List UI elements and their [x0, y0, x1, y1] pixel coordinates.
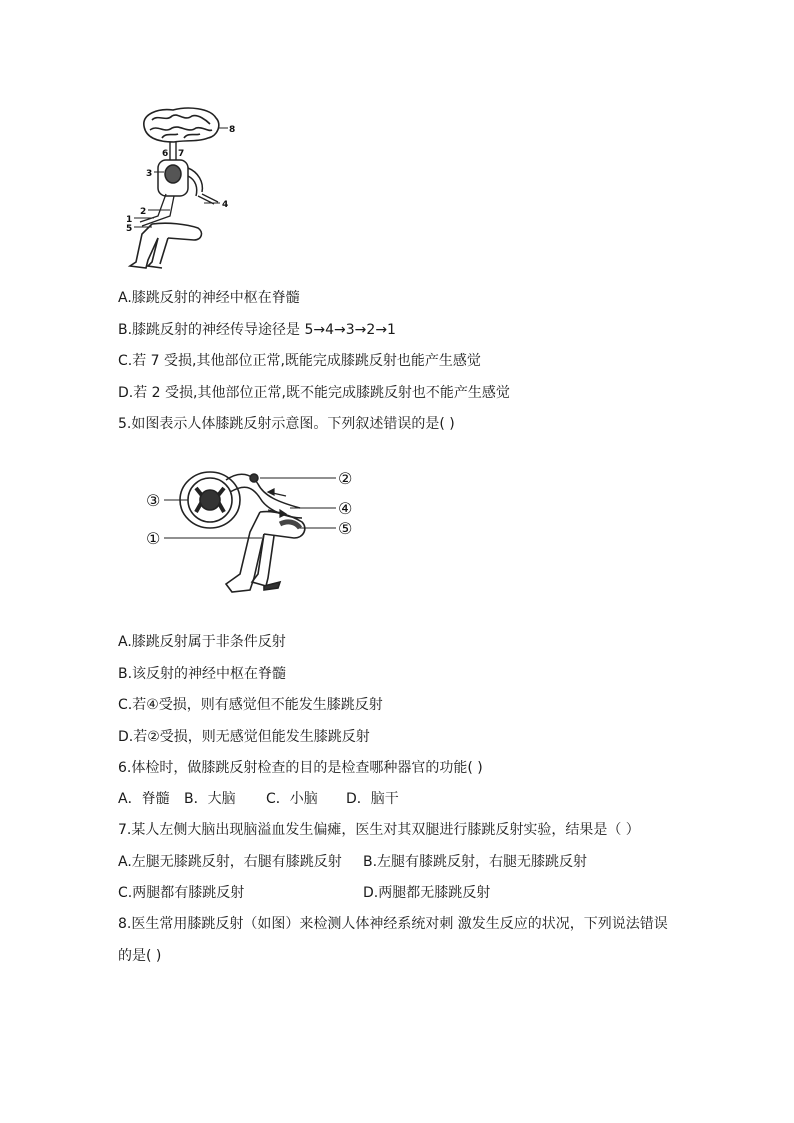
- label-5: 5: [126, 224, 133, 234]
- q6-options: [118, 789, 399, 809]
- q7-options-row1: [118, 852, 587, 872]
- q4-option-c: C.若 7 受损,其他部位正常,既能完成膝跳反射也能产生感觉: [118, 353, 481, 369]
- q8-stem-line1: 8.医生常用膝跳反射（如图）来检测人体神经系统对刺 激发生反应的状况，下列说法错误: [118, 916, 668, 932]
- leg-drawing: [226, 512, 305, 592]
- q7-options-row2: [118, 883, 490, 903]
- label-2: 2: [140, 207, 147, 217]
- label-circle-2: ②: [338, 469, 353, 488]
- label-circle-1: ①: [146, 529, 161, 548]
- figure-knee-reflex-arc: [140, 462, 380, 612]
- q6-stem: 6.体检时，做膝跳反射检查的目的是检查哪种器官的功能( ): [118, 760, 483, 776]
- figure-knee-reflex-brain: [118, 104, 248, 274]
- spinal-cord-section: [158, 160, 202, 196]
- q5-option-b: B.该反射的神经中枢在脊髓: [118, 666, 287, 682]
- q6-option-a: A．脊髓: [118, 791, 170, 807]
- label-circle-4: ④: [338, 499, 353, 518]
- q4-option-d: D.若 2 受损,其他部位正常,既不能完成膝跳反射也不能产生感觉: [118, 385, 510, 401]
- q7-option-b: B.左腿有膝跳反射，右腿无膝跳反射: [363, 854, 588, 870]
- label-1: 1: [126, 215, 133, 225]
- label-6: 6: [162, 149, 169, 159]
- label-4: 4: [222, 200, 229, 210]
- q6-option-d: D．脑干: [346, 791, 399, 807]
- seated-leg-drawing: [130, 223, 201, 268]
- spinal-tracts: [170, 142, 176, 160]
- q5-option-d: D.若②受损，则无感觉但能发生膝跳反射: [118, 729, 370, 745]
- q7-option-c: C.两腿都有膝跳反射: [118, 885, 245, 901]
- label-3: 3: [146, 169, 153, 179]
- q6-option-c: C．小脑: [266, 791, 318, 807]
- q5-option-a: A.膝跳反射属于非条件反射: [118, 634, 286, 650]
- label-8: 8: [229, 125, 236, 135]
- q5-option-c: C.若④受损，则有感觉但不能发生膝跳反射: [118, 697, 383, 713]
- label-circle-5: ⑤: [338, 519, 353, 538]
- q8-stem-line2: 的是( ): [118, 948, 162, 964]
- label-circle-3: ③: [146, 491, 161, 510]
- q7-option-a: A.左腿无膝跳反射，右腿有膝跳反射: [118, 854, 342, 870]
- q6-option-b: B．大脑: [184, 791, 236, 807]
- brain-drawing: [144, 108, 219, 142]
- spinal-cord-cross-section: [180, 472, 240, 528]
- q5-stem: 5.如图表示人体膝跳反射示意图。下列叙述错误的是( ): [118, 416, 455, 432]
- q4-option-b: B.膝跳反射的神经传导途径是 5→4→3→2→1: [118, 322, 396, 338]
- label-7: 7: [178, 149, 185, 159]
- q4-option-a: A.膝跳反射的神经中枢在脊髓: [118, 290, 300, 306]
- q7-option-d: D.两腿都无膝跳反射: [363, 885, 491, 901]
- q7-stem: 7.某人左侧大脑出现脑溢血发生偏瘫，医生对其双腿进行膝跳反射实验，结果是（ ）: [118, 822, 640, 838]
